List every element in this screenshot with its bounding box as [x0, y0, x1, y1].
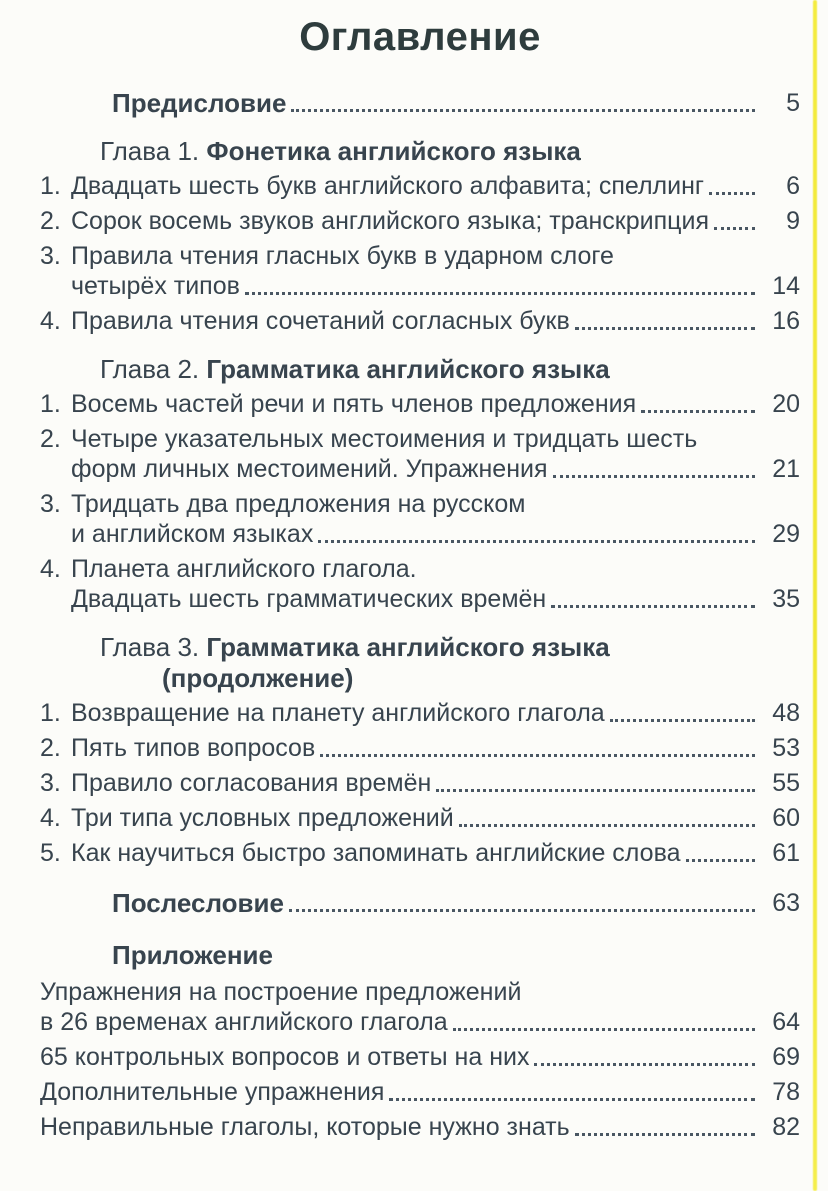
toc-item [40, 206, 800, 236]
item-text: четырёх типов [71, 272, 240, 300]
item-text: Сорок восемь звуков английского языка; транскрипция [71, 207, 709, 235]
chapter-prefix: Глава 2. [100, 354, 200, 384]
item-text: Правило согласования времён [71, 769, 432, 797]
dot-leader [641, 410, 755, 413]
item-text: Правила чтения сочетаний согласных букв [71, 307, 570, 335]
dot-leader [709, 192, 755, 195]
item-text: Правила чтения гласных букв в ударном слоге [71, 242, 614, 270]
page-number: 35 [772, 585, 800, 613]
item-number: 2. [40, 425, 61, 453]
chapter-prefix: Глава 3. [100, 632, 200, 662]
chapter-heading [100, 354, 800, 385]
toc-item [40, 241, 800, 301]
item-text: Пять типов вопросов [71, 734, 316, 762]
item-number: 4. [40, 307, 61, 335]
item-text: Двадцать шесть букв английского алфавита; спеллинг [71, 172, 705, 200]
dot-leader [575, 327, 755, 330]
page-number: 21 [772, 455, 800, 483]
toc-item [40, 1042, 800, 1072]
dot-leader [553, 475, 755, 478]
toc-item [40, 489, 800, 549]
chapter-prefix: Глава 1. [100, 136, 200, 166]
chapter-heading [100, 136, 800, 167]
toc-item [40, 977, 800, 1037]
page-number: 78 [772, 1078, 800, 1106]
item-text: Три типа условных предложений [71, 804, 454, 832]
item-text: Возвращение на планету английского глагола [71, 699, 605, 727]
item-text: Тридцать два предложения на русском [71, 490, 526, 518]
item-number: 4. [40, 804, 61, 832]
item-number: 1. [40, 172, 61, 200]
item-number: 2. [40, 734, 61, 762]
page-number: 16 [772, 307, 800, 335]
item-text: и английском языках [71, 520, 314, 548]
toc-item [40, 306, 800, 336]
toc-item [40, 1077, 800, 1107]
item-text: Как научиться быстро запоминать английские слова [71, 839, 681, 867]
dot-leader [714, 227, 755, 230]
dot-leader [318, 540, 755, 543]
dot-leader [575, 1133, 755, 1136]
preface-row [112, 88, 800, 118]
item-text: Упражнения на построение предложений [40, 978, 522, 1006]
page-number: 82 [772, 1113, 800, 1141]
chapter-title: Фонетика английского языка [206, 136, 581, 166]
dot-leader [289, 909, 755, 912]
page-number: 6 [786, 172, 800, 200]
page-number: 64 [772, 1008, 800, 1036]
page-number: 5 [786, 89, 800, 117]
page-number: 63 [772, 889, 800, 917]
chapter-heading [100, 632, 800, 694]
item-number: 1. [40, 699, 61, 727]
chapter-title: Грамматика английского языка [206, 354, 610, 384]
item-text: Четыре указательных местоимения и тридцать шесть [71, 425, 698, 453]
afterword-row [112, 888, 800, 918]
dot-leader [459, 824, 755, 827]
toc-item [40, 389, 800, 419]
chapter-subtitle: (продолжение) [162, 663, 354, 693]
page-number: 14 [772, 272, 800, 300]
afterword-label: Послесловие [112, 888, 284, 918]
toc-item [40, 424, 800, 484]
toc-item [40, 838, 800, 868]
item-number: 2. [40, 207, 61, 235]
item-text: в 26 временах английского глагола [40, 1008, 448, 1036]
toc-item [40, 1112, 800, 1142]
page-number: 29 [772, 520, 800, 548]
dot-leader [534, 1063, 755, 1066]
page-number: 48 [772, 699, 800, 727]
appendix-heading: Приложение [112, 940, 273, 970]
item-text: Восемь частей речи и пять членов предложения [71, 390, 637, 418]
page-title: Оглавление [299, 15, 541, 59]
dot-leader [389, 1098, 755, 1101]
preface-label: Предисловие [112, 88, 287, 118]
page-number: 20 [772, 390, 800, 418]
item-text: 65 контрольных вопросов и ответы на них [40, 1043, 530, 1071]
item-text: форм личных местоимений. Упражнения [71, 455, 548, 483]
page-number: 55 [772, 769, 800, 797]
page-number: 61 [772, 839, 800, 867]
toc-item [40, 733, 800, 763]
toc-item [40, 698, 800, 728]
page-number: 60 [772, 804, 800, 832]
page-number: 9 [786, 207, 800, 235]
dot-leader [320, 754, 755, 757]
toc-item [40, 768, 800, 798]
chapter-title: Грамматика английского языка [206, 632, 610, 662]
toc-item [40, 803, 800, 833]
item-number: 5. [40, 839, 61, 867]
item-number: 3. [40, 490, 61, 518]
page-number: 53 [772, 734, 800, 762]
item-number: 3. [40, 769, 61, 797]
dot-leader [245, 292, 755, 295]
dot-leader [453, 1028, 755, 1031]
dot-leader [610, 719, 755, 722]
dot-leader [551, 605, 755, 608]
dot-leader [436, 789, 755, 792]
toc-item [40, 554, 800, 614]
dot-leader [291, 109, 755, 112]
item-text: Дополнительные упражнения [40, 1078, 385, 1106]
toc-item [40, 171, 800, 201]
item-text: Планета английского глагола. [71, 555, 417, 583]
item-number: 3. [40, 242, 61, 270]
item-text: Двадцать шесть грамматических времён [71, 585, 547, 613]
dot-leader [686, 859, 756, 862]
item-text: Неправильные глаголы, которые нужно знать [40, 1113, 570, 1141]
item-number: 1. [40, 390, 61, 418]
page-number: 69 [772, 1043, 800, 1071]
item-number: 4. [40, 555, 61, 583]
